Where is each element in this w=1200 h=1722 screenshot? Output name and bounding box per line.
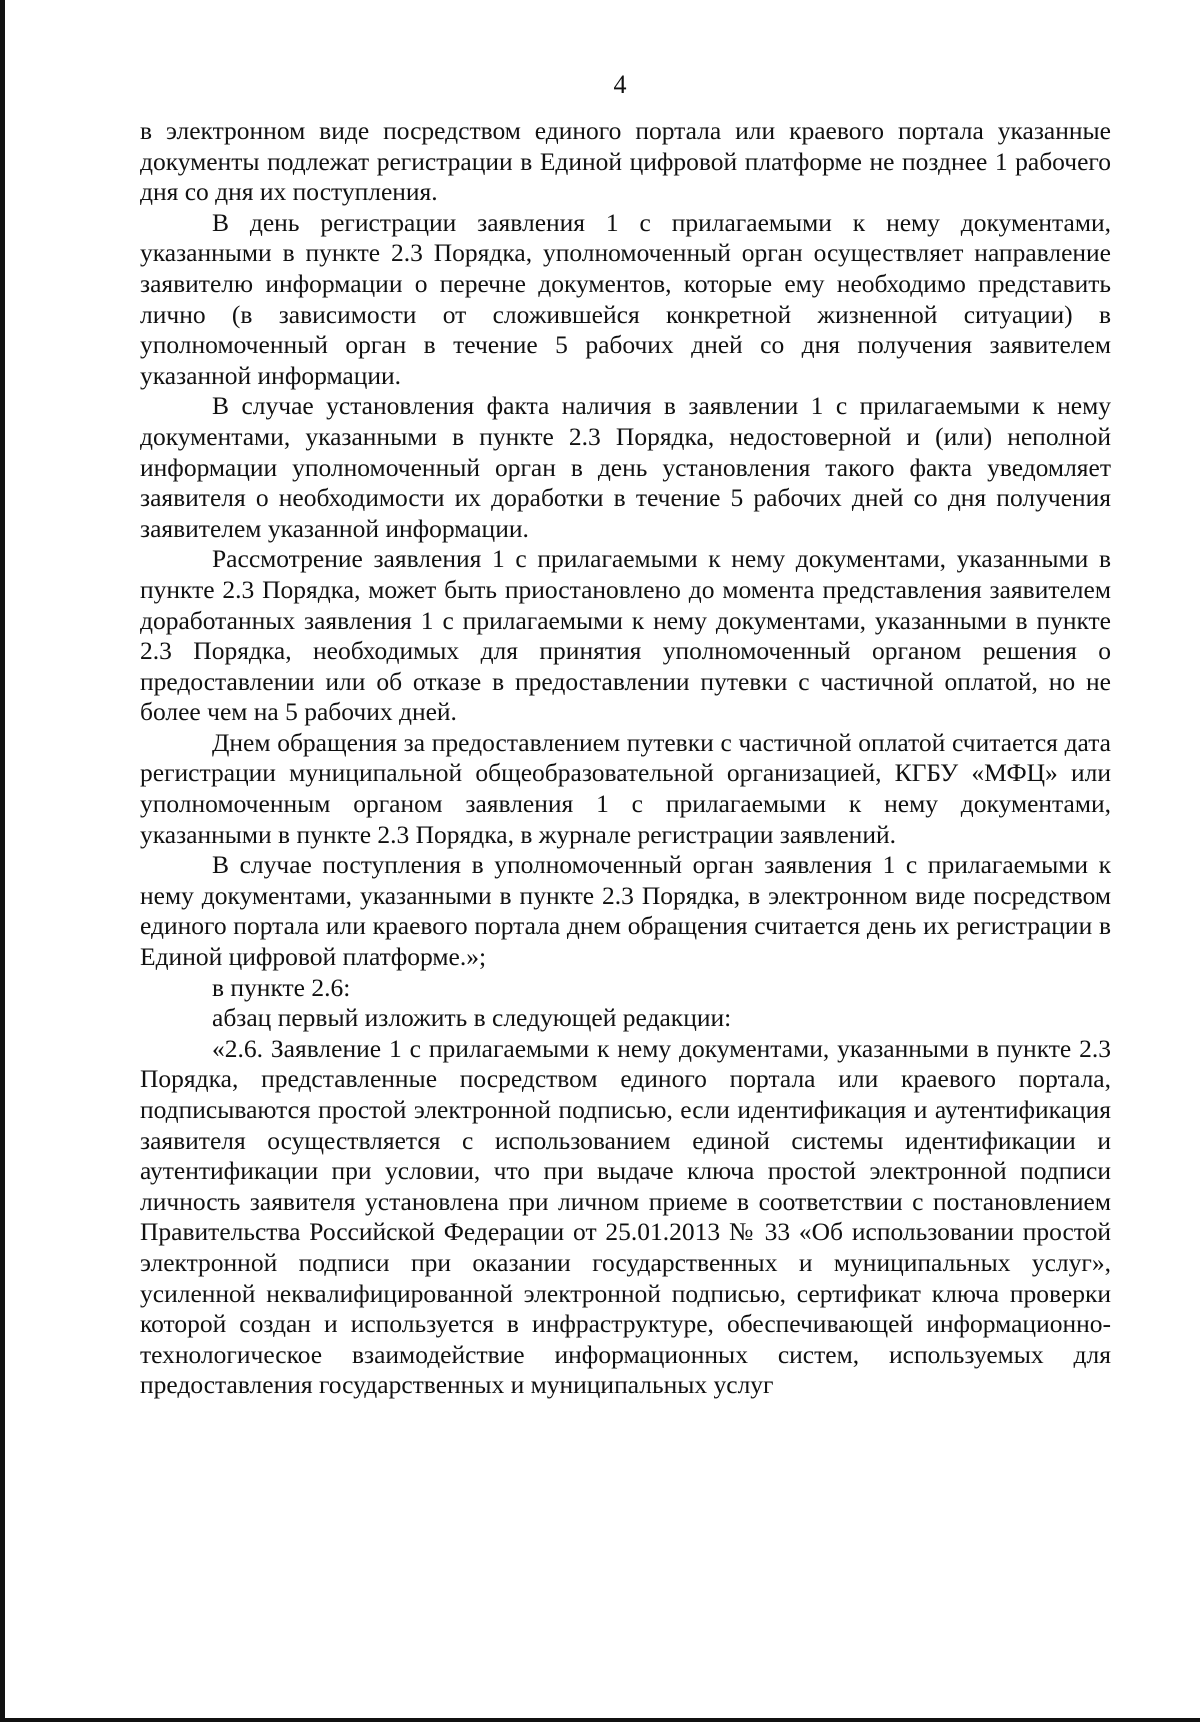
document-body [140, 116, 1111, 1401]
paragraph-suspension: Рассмотрение заявления 1 с прилагаемыми к нему документами, указанными в пункте 2.3 Порядка, может быть приостановлено до момента представления заявителем доработанных заявления 1 с прилагаемыми к нему документами, указанными в пункте 2.3 Порядка, необходимых для принятия уполномоченный органом решения о предоставлении или об отказе в предоставлении путевки с частичной оплатой, но не более чем на 5 рабочих дней. [140, 544, 1111, 727]
paragraph-first-abstract: абзац первый изложить в следующей редакции: [212, 1003, 732, 1033]
page-number: 4 [613, 70, 627, 99]
scan-bottom-edge [0, 1718, 1200, 1722]
paragraph-incomplete-information: В случае установления факта наличия в заявлении 1 с прилагаемыми к нему документами, указанными в пункте 2.3 Порядка, недостоверной и (или) неполной информации уполномоченный орган в день установления такого факта уведомляет заявителя о необходимости их доработки в течение 5 рабочих дней со дня получения заявителем указанной информации. [140, 391, 1111, 543]
paragraph-application-date: Днем обращения за предоставлением путевки с частичной оплатой считается дата регистрации муниципальной общеобразовательной организацией, КГБУ «МФЦ» или уполномоченным органом заявления 1 с прилагаемыми к нему документами, указанными в пункте 2.3 Порядка, в журнале регистрации заявлений. [140, 727, 1111, 849]
paragraph-electronic-application-date: В случае поступления в уполномоченный орган заявления 1 с прилагаемыми к нему документами, указанными в пункте 2.3 Порядка, в электронном виде посредством единого портала или краевого портала днем обращения считается день их регистрации в Единой цифровой платформе.»; [140, 850, 1111, 972]
paragraph-continuation: в электронном виде посредством единого портала или краевого портала указанные документы подлежат регистрации в Единой цифровой платформе не позднее 1 рабочего дня со дня их поступления. [140, 116, 1111, 207]
scan-left-edge [0, 0, 5, 1722]
paragraph-registration-day: В день регистрации заявления 1 с прилагаемыми к нему документами, указанными в пункте 2.3 Порядка, уполномоченный орган осуществляет направление заявителю информации о перечне документов, которые ему необходимо представить лично (в зависимости от сложившейся конкретной жизненной ситуации) в уполномоченный орган в течение 5 рабочих дней со дня получения заявителем указанной информации. [140, 207, 1111, 390]
paragraph-clause-2-6: в пункте 2.6: [212, 972, 351, 1002]
paragraph-clause-2-6-text: «2.6. Заявление 1 с прилагаемыми к нему документами, указанными в пункте 2.3 Порядка, представленные посредством единого портала или краевого портала, подписываются простой электронной подписью, если идентификация и аутентификация заявителя осуществляется с использованием единой системы идентификации и аутентификации при условии, что при выдаче ключа простой электронной подписи личность заявителя установлена при личном приеме в соответствии с постановлением Правительства Российской Федерации от 25.01.2013 № 33 «Об использовании простой электронной подписи при оказании государственных и муниципальных услуг», усиленной неквалифицированной электронной подписью, сертификат ключа проверки которой создан и используется в инфраструктуре, обеспечивающей информационно-технологическое взаимодействие информационных систем, используемых для предоставления государственных и муниципальных услуг [140, 1033, 1111, 1400]
